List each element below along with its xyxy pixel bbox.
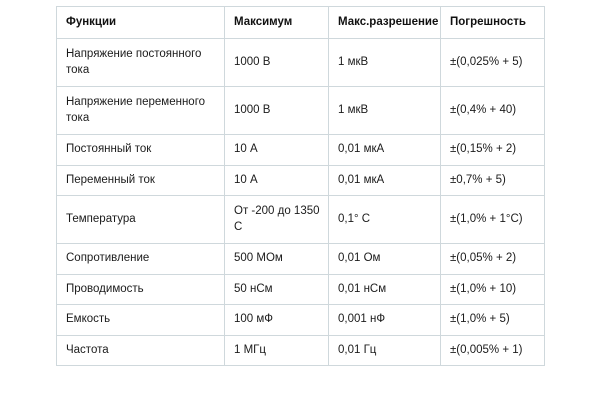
cell-resolution: 0,01 мкА <box>329 165 441 196</box>
cell-maximum: 100 мФ <box>225 305 329 336</box>
cell-resolution: 1 мкВ <box>329 87 441 135</box>
table-row <box>57 244 545 275</box>
cell-maximum: 10 А <box>225 135 329 166</box>
cell-maximum: 1000 В <box>225 39 329 87</box>
cell-function: Напряжение переменного тока <box>57 87 225 135</box>
cell-maximum: От -200 до 1350 С <box>225 196 329 244</box>
cell-function: Емкость <box>57 305 225 336</box>
cell-resolution: 0,1° С <box>329 196 441 244</box>
cell-function: Переменный ток <box>57 165 225 196</box>
cell-resolution: 0,01 Гц <box>329 335 441 366</box>
cell-accuracy: ±0,7% + 5) <box>441 165 545 196</box>
table-header-row <box>57 7 545 39</box>
cell-function: Проводимость <box>57 274 225 305</box>
table-row <box>57 305 545 336</box>
column-header-maximum: Максимум <box>225 7 329 39</box>
cell-function: Температура <box>57 196 225 244</box>
cell-function: Постоянный ток <box>57 135 225 166</box>
cell-function: Сопротивление <box>57 244 225 275</box>
column-header-function: Функции <box>57 7 225 39</box>
cell-accuracy: ±(0,4% + 40) <box>441 87 545 135</box>
cell-accuracy: ±(0,025% + 5) <box>441 39 545 87</box>
table-row <box>57 39 545 87</box>
table-row <box>57 335 545 366</box>
cell-maximum: 50 нСм <box>225 274 329 305</box>
table-row <box>57 87 545 135</box>
table-row <box>57 274 545 305</box>
cell-accuracy: ±(1,0% + 1°С) <box>441 196 545 244</box>
cell-maximum: 500 МОм <box>225 244 329 275</box>
table-row <box>57 165 545 196</box>
table-row <box>57 196 545 244</box>
cell-resolution: 0,01 Ом <box>329 244 441 275</box>
table-body <box>57 39 545 366</box>
cell-accuracy: ±(0,005% + 1) <box>441 335 545 366</box>
cell-maximum: 1 МГц <box>225 335 329 366</box>
cell-accuracy: ±(0,15% + 2) <box>441 135 545 166</box>
specifications-table <box>56 6 545 366</box>
cell-maximum: 1000 В <box>225 87 329 135</box>
cell-resolution: 0,01 мкА <box>329 135 441 166</box>
column-header-resolution: Макс.разрешение <box>329 7 441 39</box>
cell-function: Частота <box>57 335 225 366</box>
table-row <box>57 135 545 166</box>
column-header-accuracy: Погрешность <box>441 7 545 39</box>
cell-accuracy: ±(1,0% + 10) <box>441 274 545 305</box>
cell-resolution: 0,001 нФ <box>329 305 441 336</box>
table-header <box>57 7 545 39</box>
cell-accuracy: ±(1,0% + 5) <box>441 305 545 336</box>
cell-maximum: 10 А <box>225 165 329 196</box>
cell-accuracy: ±(0,05% + 2) <box>441 244 545 275</box>
cell-function: Напряжение постоянного тока <box>57 39 225 87</box>
cell-resolution: 1 мкВ <box>329 39 441 87</box>
cell-resolution: 0,01 нСм <box>329 274 441 305</box>
